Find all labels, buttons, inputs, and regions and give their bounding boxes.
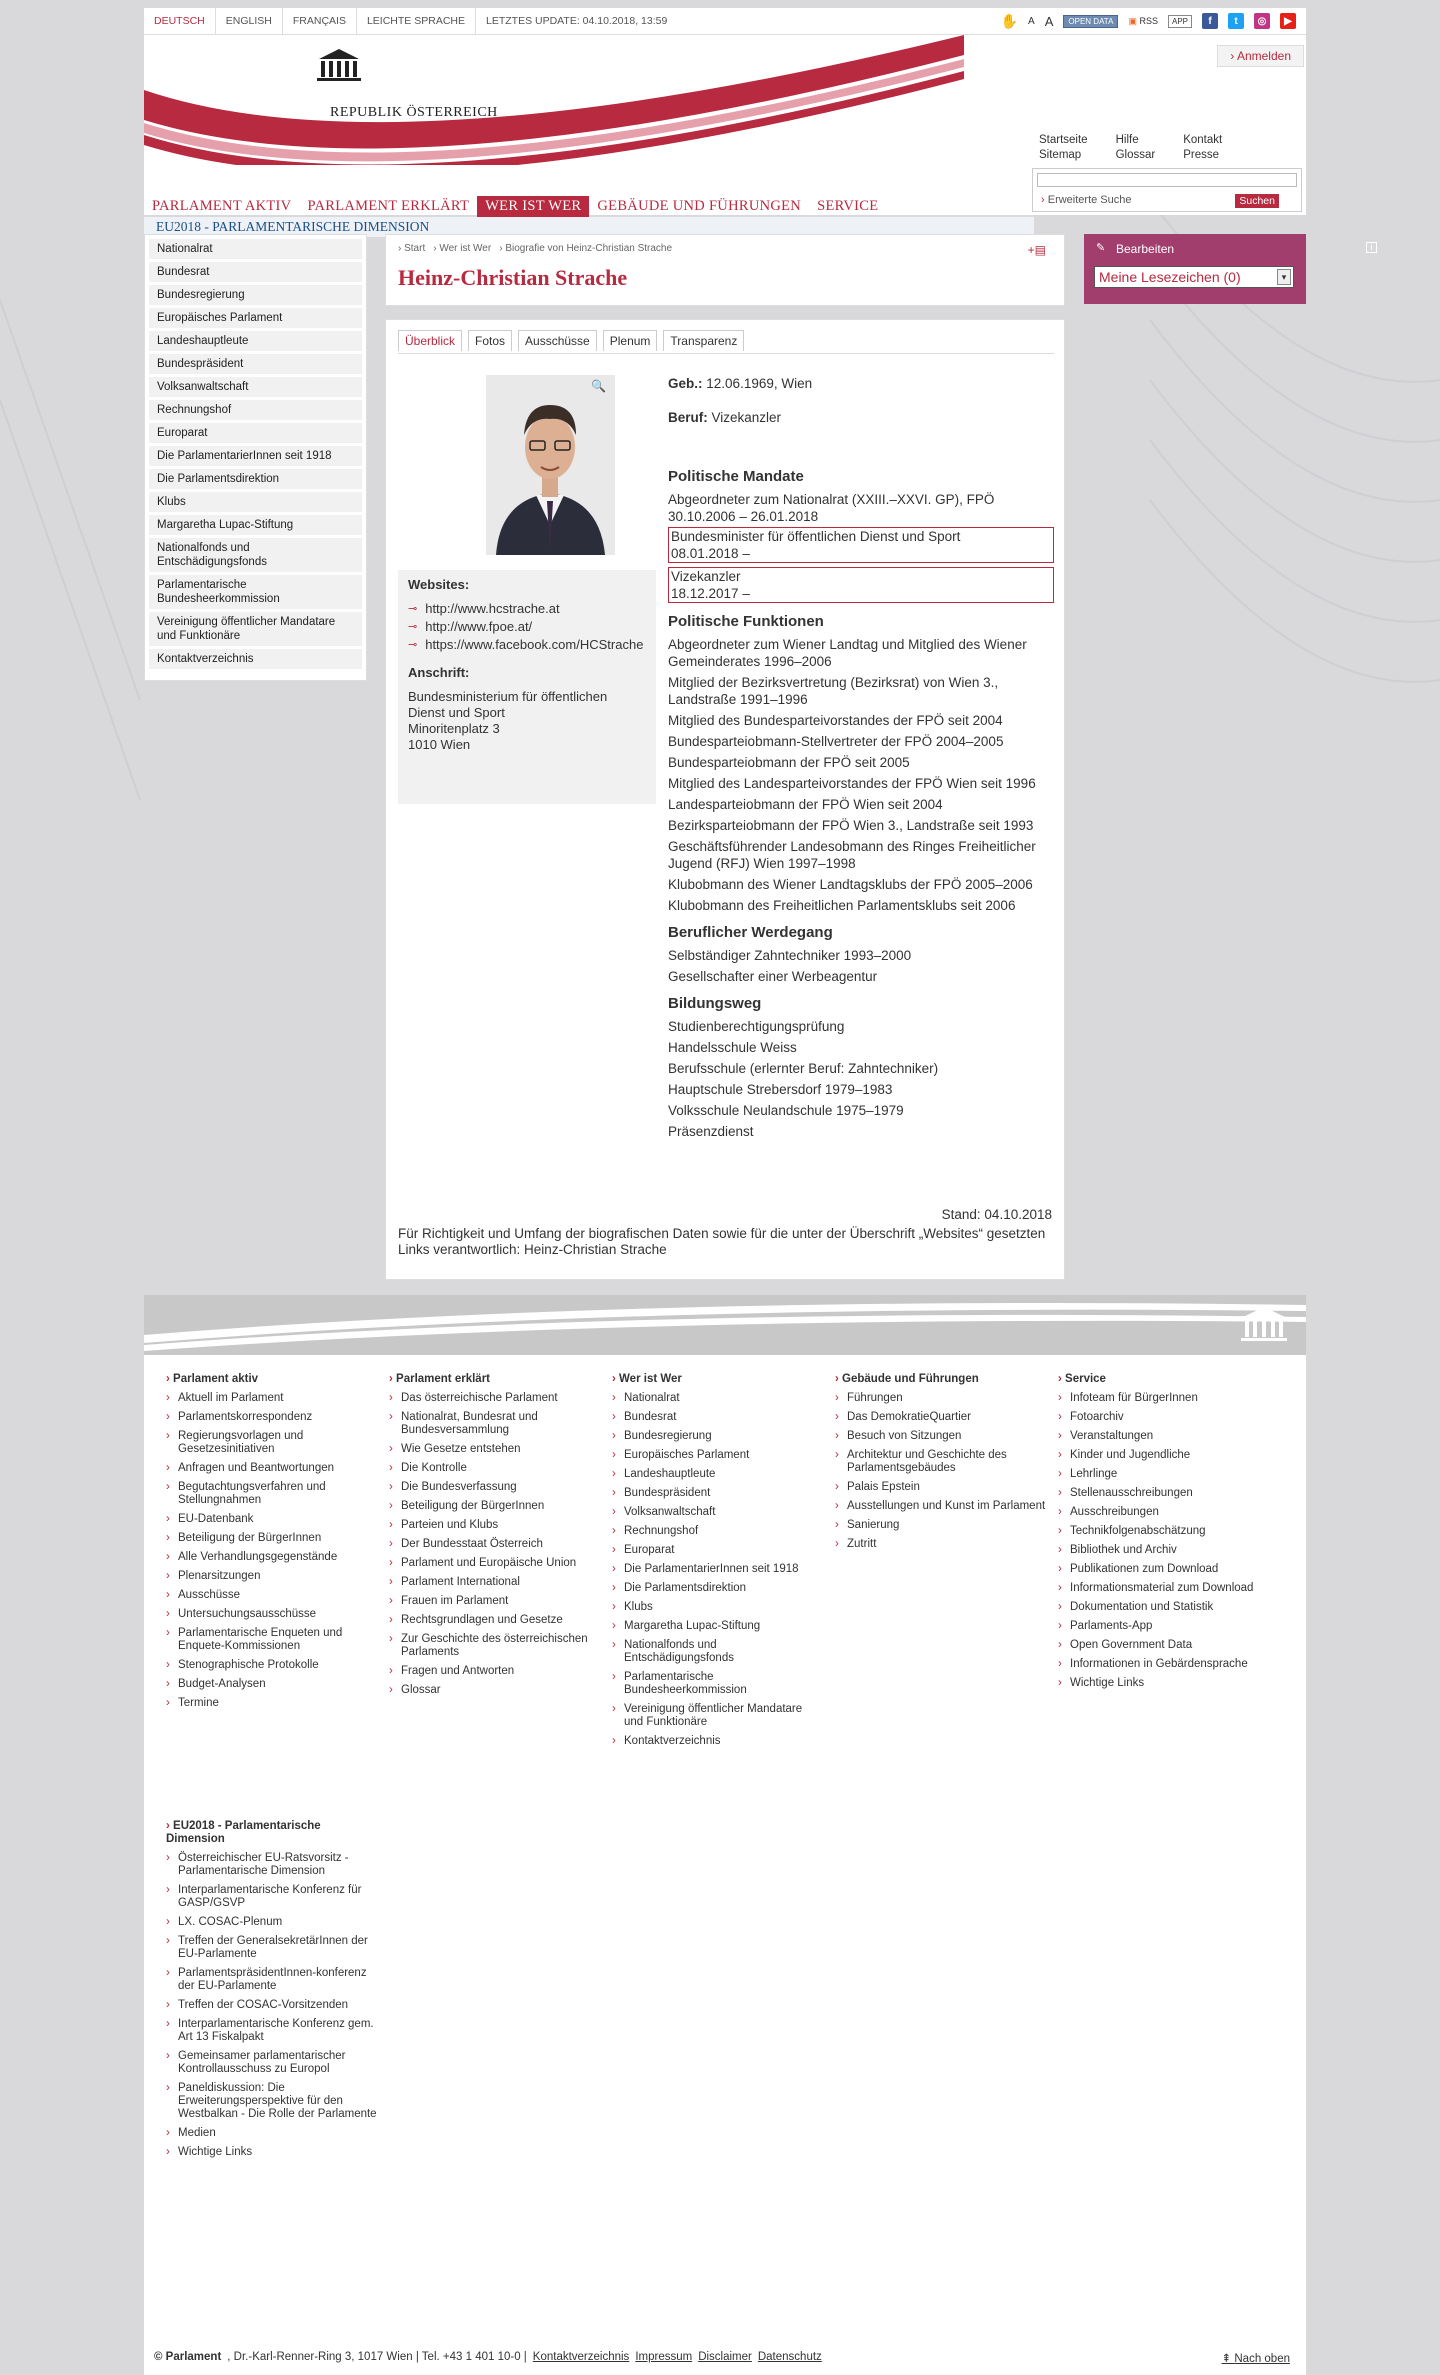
footer-link[interactable]: › Europarat: [612, 1544, 823, 1557]
function-item: Landesparteiobmann der FPÖ Wien seit 2004: [668, 797, 943, 812]
tab-transparenz[interactable]: Transparenz: [663, 330, 744, 351]
rss-icon: ▣: [1128, 15, 1137, 26]
footer-link[interactable]: › Die Kontrolle: [389, 1462, 600, 1475]
sidebar-item[interactable]: Bundespräsident: [149, 354, 362, 374]
website-url[interactable]: http://www.fpoe.at/: [425, 619, 533, 634]
logo-subtitle[interactable]: Parlament: [330, 122, 387, 137]
title-box: [385, 234, 1065, 306]
quick-link-startseite[interactable]: Startseite: [1039, 134, 1088, 146]
footer-link[interactable]: › LX. COSAC-Plenum: [166, 1916, 377, 1929]
youtube-icon[interactable]: ▶: [1280, 13, 1296, 29]
footer-link[interactable]: › Europäisches Parlament: [612, 1449, 823, 1462]
footer-columns: [144, 1373, 1306, 1754]
footer-link[interactable]: › Sanierung: [835, 1519, 1046, 1532]
footer-link[interactable]: › Gemeinsamer parlamentarischer Kontrollausschuss zu Europol: [166, 2050, 377, 2076]
footer-link[interactable]: › Treffen der GeneralsekretärInnen der EU-Parlamente: [166, 1935, 377, 1961]
footer-link[interactable]: › Die ParlamentarierInnen seit 1918: [612, 1563, 823, 1576]
bookmark-add-icon[interactable]: +▤: [1027, 243, 1046, 257]
education-item: Hauptschule Strebersdorf 1979–1983: [668, 1082, 893, 1097]
sidebar: [144, 234, 367, 681]
footer-column-gebaeude: [823, 1373, 1046, 1754]
external-link-icon: ⊸: [408, 639, 418, 651]
address-heading: Anschrift:: [408, 665, 470, 680]
back-to-top-button[interactable]: [1222, 2351, 1290, 2365]
quick-link-glossar[interactable]: Glossar: [1115, 149, 1156, 161]
footer-link[interactable]: › Begutachtungsverfahren und Stellungnahmen: [166, 1481, 377, 1507]
function-item: Mitglied der Bezirksvertretung (Bezirksrat) von Wien 3., Landstraße 1991–1996: [668, 675, 999, 707]
footer-band: [144, 1295, 1306, 1355]
mandate-period: 30.10.2006 – 26.01.2018: [668, 509, 819, 524]
sidebar-item[interactable]: Die ParlamentarierInnen seit 1918: [149, 446, 362, 466]
footer-link[interactable]: › Budget-Analysen: [166, 1678, 377, 1691]
footer-link[interactable]: › Veranstaltungen: [1058, 1430, 1269, 1443]
nav-parlament-aktiv[interactable]: PARLAMENT AKTIV: [152, 198, 292, 214]
footer-column-wer-ist-wer: [600, 1373, 823, 1754]
mandate-item: [668, 491, 1054, 525]
breadcrumb-item[interactable]: › Start: [398, 243, 425, 254]
footer-column-parlament-erklaert: [377, 1373, 600, 1754]
website-link[interactable]: [408, 601, 646, 617]
footer-column-heading[interactable]: › Gebäude und Führungen: [835, 1373, 1046, 1386]
top-bar: [144, 8, 1306, 35]
footer-link[interactable]: › Nationalrat, Bundesrat und Bundesversammlung: [389, 1411, 600, 1437]
address-line: 1010 Wien: [408, 737, 471, 752]
footer-link[interactable]: › Bibliothek und Archiv: [1058, 1544, 1269, 1557]
footer-link[interactable]: › Ausstellungen und Kunst im Parlament: [835, 1500, 1046, 1513]
tab-fotos[interactable]: Fotos: [468, 330, 512, 351]
tab-ausschuesse[interactable]: Ausschüsse: [518, 330, 597, 351]
info-icon[interactable]: i: [1366, 242, 1377, 253]
footer-link[interactable]: › Interparlamentarische Konferenz gem. Art 13 Fiskalpakt: [166, 2018, 377, 2044]
websites-heading: Websites:: [408, 577, 470, 592]
zoom-icon[interactable]: 🔍: [591, 379, 606, 393]
footer-link[interactable]: › Untersuchungsausschüsse: [166, 1608, 377, 1621]
footer-bottom-link[interactable]: Kontaktverzeichnis: [532, 2351, 630, 2363]
footer-link[interactable]: › Stellenausschreibungen: [1058, 1487, 1269, 1500]
footer-link[interactable]: › Stenographische Protokolle: [166, 1659, 377, 1672]
profile-content: [385, 319, 1065, 1280]
footer-link[interactable]: › Architektur und Geschichte des Parlamentsgebäudes: [835, 1449, 1046, 1475]
footer-link[interactable]: › Wichtige Links: [166, 2146, 377, 2159]
footer-link[interactable]: › Wie Gesetze entstehen: [389, 1443, 600, 1456]
sidebar-item[interactable]: Landeshauptleute: [149, 331, 362, 351]
instagram-icon[interactable]: ◎: [1254, 13, 1270, 29]
quick-link-presse[interactable]: Presse: [1183, 149, 1219, 161]
footer-swoosh: [144, 1295, 1306, 1355]
advanced-search-label: Erweiterte Suche: [1047, 194, 1132, 206]
login-button[interactable]: [1217, 45, 1304, 67]
tool-box: [1084, 234, 1373, 304]
breadcrumb-item: › Biografie von Heinz-Christian Strache: [499, 243, 672, 254]
footer-link[interactable]: › Fotoarchiv: [1058, 1411, 1269, 1424]
website-link[interactable]: [408, 637, 646, 653]
footer-link[interactable]: › Beteiligung der BürgerInnen: [389, 1500, 600, 1513]
sidebar-item[interactable]: Bundesregierung: [149, 285, 362, 305]
footer-link[interactable]: › Ausschreibungen: [1058, 1506, 1269, 1519]
sidebar-item[interactable]: Rechnungshof: [149, 400, 362, 420]
tab-divider: [398, 353, 1054, 354]
education-item: Studienberechtigungsprüfung: [668, 1019, 845, 1034]
footer-column-eu2018: [154, 1820, 377, 2165]
footer-link[interactable]: › Die Parlamentsdirektion: [612, 1582, 823, 1595]
footer-link[interactable]: › Interparlamentarische Konferenz für GASP/GSVP: [166, 1884, 377, 1910]
footer-link[interactable]: › Rechnungshof: [612, 1525, 823, 1538]
footer-link[interactable]: › Informationen in Gebärdensprache: [1058, 1658, 1269, 1671]
footer-link[interactable]: › Parlamentarische Bundesheerkommission: [612, 1671, 823, 1697]
login-label: Anmelden: [1236, 49, 1291, 63]
footer-link[interactable]: › Rechtsgrundlagen und Gesetze: [389, 1614, 600, 1627]
footer-link[interactable]: › Anfragen und Beantwortungen: [166, 1462, 377, 1475]
career-item: Selbständiger Zahntechniker 1993–2000: [668, 948, 912, 963]
footer-link[interactable]: › Volksanwaltschaft: [612, 1506, 823, 1519]
footer-column-heading[interactable]: › Parlament erklärt: [389, 1373, 600, 1386]
biography: [668, 375, 1054, 1144]
back-to-top-label: Nach oben: [1234, 2353, 1290, 2365]
footer-bottom-bar: [144, 2347, 1306, 2371]
sidebar-item[interactable]: Volksanwaltschaft: [149, 377, 362, 397]
footer-link[interactable]: › Beteiligung der BürgerInnen: [166, 1532, 377, 1545]
site-footer: [144, 1295, 1306, 2375]
mandate-item-current: [668, 567, 1054, 603]
footer-link[interactable]: › Bundesregierung: [612, 1430, 823, 1443]
job-value: Vizekanzler: [711, 410, 782, 425]
parliament-logo-icon[interactable]: [309, 45, 369, 85]
lang-leichte-sprache[interactable]: LEICHTE SPRACHE: [357, 8, 476, 35]
footer-link[interactable]: › Die Bundesverfassung: [389, 1481, 600, 1494]
quick-link-kontakt[interactable]: Kontakt: [1183, 134, 1223, 146]
quick-link-hilfe[interactable]: Hilfe: [1115, 134, 1139, 146]
job-label: Beruf:: [668, 410, 708, 425]
header-swoosh: [144, 35, 964, 165]
search-input[interactable]: [1037, 173, 1297, 187]
sidebar-item[interactable]: Europäisches Parlament: [149, 308, 362, 328]
main-navigation: [144, 196, 886, 217]
edit-icon: ✎: [1096, 242, 1106, 254]
footer-link[interactable]: › Besuch von Sitzungen: [835, 1430, 1046, 1443]
footer-address: , Dr.-Karl-Renner-Ring 3, 1017 Wien | Tel. +43 1 401 10-0 |: [227, 2351, 527, 2363]
sidebar-item[interactable]: Bundesrat: [149, 262, 362, 282]
footer-link[interactable]: › Glossar: [389, 1684, 600, 1697]
search-button[interactable]: Suchen: [1235, 194, 1279, 208]
disclaimer-text: Für Richtigkeit und Umfang der biografischen Daten sowie für die unter der Überschrift „Websites“ gesetzten Links verantwortlich: Heinz-Christian Strache: [398, 1226, 1046, 1257]
education-item: Volksschule Neulandschule 1975–1979: [668, 1103, 904, 1118]
footer-link[interactable]: › Zur Geschichte des österreichischen Parlaments: [389, 1633, 600, 1659]
app-link[interactable]: APP: [1168, 15, 1192, 28]
birth-info: [668, 375, 1054, 392]
footer-link[interactable]: › Margaretha Lupac-Stiftung: [612, 1620, 823, 1633]
footer-link[interactable]: › Wichtige Links: [1058, 1677, 1269, 1690]
mandates-heading: Politische Mandate: [668, 468, 804, 485]
footer-link[interactable]: › Zutritt: [835, 1538, 1046, 1551]
breadcrumb-item[interactable]: › Wer ist Wer: [433, 243, 491, 254]
nav-parlament-erklaert[interactable]: PARLAMENT ERKLÄRT: [307, 198, 470, 214]
profile-tabs: [398, 330, 744, 351]
footer-link[interactable]: › Technikfolgenabschätzung: [1058, 1525, 1269, 1538]
last-update: LETZTES UPDATE: 04.10.2018, 13:59: [486, 15, 668, 27]
toolbar: [1001, 13, 1306, 30]
mandate-title: Vizekanzler: [671, 569, 741, 584]
lang-deutsch[interactable]: DEUTSCH: [144, 8, 216, 35]
stand-date: Stand: 04.10.2018: [941, 1207, 1052, 1222]
sidebar-item[interactable]: Europarat: [149, 423, 362, 443]
footer-column-heading[interactable]: › Parlament aktiv: [166, 1373, 377, 1386]
function-item: Mitglied des Landesparteivorstandes der FPÖ Wien seit 1996: [668, 776, 1036, 791]
sidebar-item[interactable]: Die Parlamentsdirektion: [149, 469, 362, 489]
twitter-icon[interactable]: t: [1228, 13, 1244, 29]
website-url[interactable]: http://www.hcstrache.at: [425, 601, 560, 616]
arrow-up-icon: ⇞: [1221, 2353, 1235, 2365]
address-line: Bundesministerium für öffentlichen Dienst und Sport: [408, 689, 608, 720]
function-item: Klubobmann des Freiheitlichen Parlamentsklubs seit 2006: [668, 898, 1016, 913]
lang-francais[interactable]: FRANÇAIS: [283, 8, 357, 35]
mandate-title: Abgeordneter zum Nationalrat (XXIII.–XXVI. GP), FPÖ: [668, 492, 995, 507]
tab-plenum[interactable]: Plenum: [603, 330, 658, 351]
job-info: [668, 409, 1054, 426]
page-title: Heinz-Christian Strache: [398, 265, 628, 290]
font-small-button[interactable]: A: [1028, 15, 1035, 27]
footer-link[interactable]: › Kontaktverzeichnis: [612, 1735, 823, 1748]
nav-wer-ist-wer[interactable]: WER IST WER: [477, 196, 589, 217]
breadcrumb: [398, 243, 672, 254]
education-item: Berufsschule (erlernter Beruf: Zahntechniker): [668, 1061, 939, 1076]
footer-link[interactable]: › Bundespräsident: [612, 1487, 823, 1500]
function-item: Bezirksparteiobmann der FPÖ Wien 3., Landstraße seit 1993: [668, 818, 1034, 833]
facebook-icon[interactable]: f: [1202, 13, 1218, 29]
external-link-icon: ⊸: [408, 621, 418, 633]
chevron-right-icon: ›: [1230, 49, 1237, 63]
footer-link[interactable]: › Termine: [166, 1697, 377, 1710]
chevron-down-icon: ▾: [1277, 269, 1291, 285]
footer-link[interactable]: › Alle Verhandlungsgegenstände: [166, 1551, 377, 1564]
footer-link[interactable]: › Treffen der COSAC-Vorsitzenden: [166, 1999, 377, 2012]
functions-heading: Politische Funktionen: [668, 613, 824, 630]
sidebar-item[interactable]: Parlamentarische Bundesheerkommission: [149, 575, 362, 609]
nav-service[interactable]: SERVICE: [817, 198, 879, 214]
education-item: Handelsschule Weiss: [668, 1040, 797, 1055]
footer-link[interactable]: › Frauen im Parlament: [389, 1595, 600, 1608]
search-box: [1032, 168, 1302, 212]
footer-link[interactable]: › Open Government Data: [1058, 1639, 1269, 1652]
website-link[interactable]: [408, 619, 646, 635]
function-item: Abgeordneter zum Wiener Landtag und Mitglied des Wiener Gemeinderates 1996–2006: [668, 637, 1027, 669]
footer-link[interactable]: › Aktuell im Parlament: [166, 1392, 377, 1405]
function-item: Mitglied des Bundesparteivorstandes der FPÖ seit 2004: [668, 713, 1003, 728]
footer-link[interactable]: › Parlamentskorrespondenz: [166, 1411, 377, 1424]
footer-link[interactable]: › Lehrlinge: [1058, 1468, 1269, 1481]
footer-column-heading[interactable]: › Wer ist Wer: [612, 1373, 823, 1386]
sidebar-item[interactable]: Kontaktverzeichnis: [149, 649, 362, 669]
sidebar-item[interactable]: Margaretha Lupac-Stiftung: [149, 515, 362, 535]
quick-links: [1039, 133, 1222, 163]
footer-link[interactable]: › Parlamentarische Enqueten und Enquete-Kommissionen: [166, 1627, 377, 1653]
footer-link[interactable]: › Kinder und Jugendliche: [1058, 1449, 1269, 1462]
birth-label: Geb.:: [668, 376, 703, 391]
bookmarks-value: Meine Lesezeichen (0): [1099, 269, 1241, 285]
mandate-period: 08.01.2018 –: [671, 546, 750, 561]
footer-link[interactable]: › Palais Epstein: [835, 1481, 1046, 1494]
nav-gebaeude-fuehrungen[interactable]: GEBÄUDE UND FÜHRUNGEN: [597, 198, 802, 214]
footer-column-service: [1046, 1373, 1269, 1754]
function-item: Bundesparteiobmann-Stellvertreter der FPÖ 2004–2005: [668, 734, 1004, 749]
bookmarks-select[interactable]: [1094, 266, 1294, 288]
address-line: Minoritenplatz 3: [408, 721, 500, 736]
copyright: © Parlament: [154, 2351, 222, 2363]
footer-link[interactable]: › Österreichischer EU-Ratsvorsitz - Parlamentarische Dimension: [166, 1852, 377, 1878]
footer-link[interactable]: › Paneldiskussion: Die Erweiterungsperspektive für den Westbalkan - Die Rolle der Parlamente: [166, 2082, 377, 2121]
footer-link[interactable]: › Publikationen zum Download: [1058, 1563, 1269, 1576]
footer-column-heading[interactable]: › EU2018 - Parlamentarische Dimension: [166, 1820, 377, 1846]
footer-link[interactable]: › Parlaments-App: [1058, 1620, 1269, 1633]
footer-link[interactable]: › Führungen: [835, 1392, 1046, 1405]
subnav-eu2018[interactable]: EU2018 - PARLAMENTARISCHE DIMENSION: [144, 217, 1034, 237]
footer-link[interactable]: › Dokumentation und Statistik: [1058, 1601, 1269, 1614]
footer-link[interactable]: › Nationalrat: [612, 1392, 823, 1405]
footer-link[interactable]: › Infoteam für BürgerInnen: [1058, 1392, 1269, 1405]
footer-link[interactable]: › Parteien und Klubs: [389, 1519, 600, 1532]
sidebar-item[interactable]: Vereinigung öffentlicher Mandatare und Funktionäre: [149, 612, 362, 646]
rss-label: RSS: [1139, 15, 1158, 26]
website-url[interactable]: https://www.facebook.com/HCStrache: [425, 637, 644, 652]
advanced-search-link[interactable]: › Erweiterte Suche: [1041, 194, 1132, 206]
site-header: [144, 35, 1306, 234]
footer-link[interactable]: › Das DemokratieQuartier: [835, 1411, 1046, 1424]
mandate-title: Bundesminister für öffentlichen Dienst und Sport: [671, 529, 961, 544]
function-item: Geschäftsführender Landesobmann des Ringes Freiheitlicher Jugend (RFJ) Wien 1997–1998: [668, 839, 1036, 871]
rss-link[interactable]: [1128, 16, 1158, 27]
footer-column-heading[interactable]: › Service: [1058, 1373, 1269, 1386]
portrait-photo[interactable]: [486, 375, 615, 555]
footer-link[interactable]: › Medien: [166, 2127, 377, 2140]
footer-link[interactable]: › ParlamentspräsidentInnen-konferenz der EU-Parlamente: [166, 1967, 377, 1993]
footer-link[interactable]: › Nationalfonds und Entschädigungsfonds: [612, 1639, 823, 1665]
footer-link[interactable]: › Fragen und Antworten: [389, 1665, 600, 1678]
career-heading: Beruflicher Werdegang: [668, 924, 833, 941]
footer-link[interactable]: › Informationsmaterial zum Download: [1058, 1582, 1269, 1595]
footer-link[interactable]: › Landeshauptleute: [612, 1468, 823, 1481]
education-item: Präsenzdienst: [668, 1124, 754, 1139]
contact-box: [398, 570, 656, 804]
quick-link-sitemap[interactable]: Sitemap: [1039, 149, 1082, 161]
sidebar-item[interactable]: Nationalfonds und Entschädigungsfonds: [149, 538, 362, 572]
footer-bottom-link[interactable]: Datenschutz: [757, 2351, 822, 2363]
function-item: Bundesparteiobmann der FPÖ seit 2005: [668, 755, 910, 770]
function-item: Klubobmann des Wiener Landtagsklubs der FPÖ 2005–2006: [668, 877, 1033, 892]
footer-column-parlament-aktiv: [154, 1373, 377, 1754]
footer-link[interactable]: › Bundesrat: [612, 1411, 823, 1424]
font-large-button[interactable]: A: [1044, 13, 1054, 29]
footer-link[interactable]: › Plenarsitzungen: [166, 1570, 377, 1583]
sign-language-icon[interactable]: ✋: [1000, 12, 1019, 29]
logo-title[interactable]: REPUBLIK ÖSTERREICH: [330, 105, 498, 120]
mandate-period: 18.12.2017 –: [671, 586, 750, 601]
career-item: Gesellschafter einer Werbeagentur: [668, 969, 878, 984]
footer-link[interactable]: › Vereinigung öffentlicher Mandatare und Funktionäre: [612, 1703, 823, 1729]
footer-link[interactable]: › Das österreichische Parlament: [389, 1392, 600, 1405]
footer-bottom-link[interactable]: Disclaimer: [698, 2351, 752, 2363]
footer-link[interactable]: › Parlament International: [389, 1576, 600, 1589]
footer-bottom-link[interactable]: Impressum: [635, 2351, 693, 2363]
mandate-item-current: [668, 527, 1054, 563]
footer-link[interactable]: › Parlament und Europäische Union: [389, 1557, 600, 1570]
footer-link[interactable]: › Ausschüsse: [166, 1589, 377, 1602]
footer-link[interactable]: › Klubs: [612, 1601, 823, 1614]
tab-ueberblick[interactable]: Überblick: [398, 330, 462, 351]
page-container: [144, 8, 1373, 1257]
footer-link[interactable]: › EU-Datenbank: [166, 1513, 377, 1526]
sidebar-item[interactable]: Nationalrat: [149, 239, 362, 259]
open-data-button[interactable]: OPEN DATA: [1063, 15, 1118, 28]
edit-button[interactable]: Bearbeiten: [1116, 242, 1175, 256]
lang-english[interactable]: ENGLISH: [216, 8, 283, 35]
footer-link[interactable]: › Der Bundesstaat Österreich: [389, 1538, 600, 1551]
external-link-icon: ⊸: [408, 603, 418, 615]
footer-link[interactable]: › Regierungsvorlagen und Gesetzesinitiativen: [166, 1430, 377, 1456]
birth-value: 12.06.1969, Wien: [706, 376, 813, 391]
education-heading: Bildungsweg: [668, 995, 762, 1012]
sidebar-item[interactable]: Klubs: [149, 492, 362, 512]
